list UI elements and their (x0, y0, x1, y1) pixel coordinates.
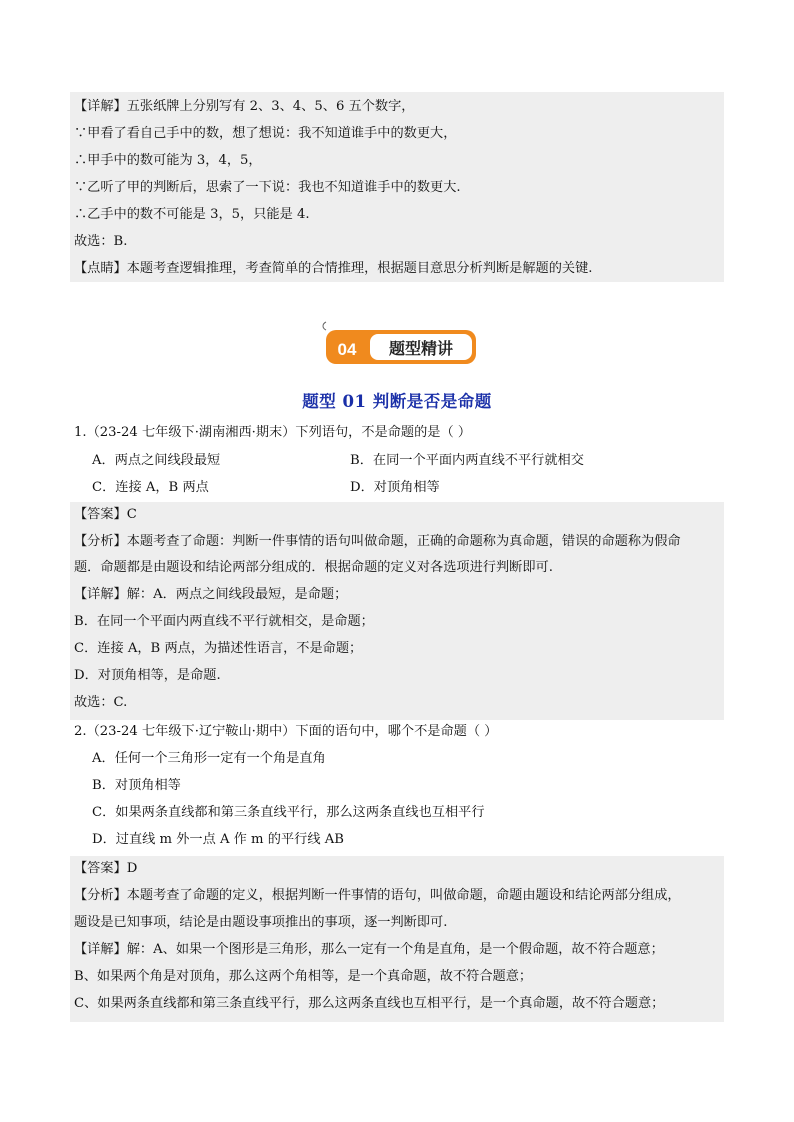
option-b: B．对顶角相等 (92, 778, 181, 793)
detail-line: ∵甲看了看自己手中的数，想了想说：我不知道谁手中的数更大， (74, 126, 457, 141)
detail-line: B．在同一个平面内两直线不平行就相交，是命题； (74, 614, 374, 629)
detail-line: 【详解】五张纸牌上分别写有 2、3、4、5、6 五个数字， (74, 99, 415, 114)
detail-line: ∵乙听了甲的判断后，思索了一下说：我也不知道谁手中的数更大. (74, 180, 461, 195)
question-stem: 2.（23-24 七年级下·辽宁鞍山·期中）下面的语句中，哪个不是命题（ ） (74, 724, 498, 739)
detail-line: B、如果两个角是对顶角，那么这两个角相等，是一个真命题，故不符合题意； (74, 969, 533, 984)
analysis-line: 题．命题都是由题设和结论两部分组成的．根据命题的定义对各选项进行判断即可. (74, 560, 553, 575)
analysis-line: 题设是已知事项，结论是由题设事项推出的事项，逐一判断即可. (74, 915, 448, 930)
detail-line: 故选：B. (74, 234, 128, 249)
detail-line: C、如果两条直线都和第三条直线平行，那么这两条直线也互相平行，是一个真命题，故不符合题意； (74, 996, 665, 1011)
choice-line: 故选：C. (74, 695, 128, 710)
answer-line: 【答案】C (74, 507, 137, 522)
analysis-line: 【分析】本题考查了命题：判断一件事情的语句叫做命题，正确的命题称为真命题，错误的命题称为假命 (74, 534, 681, 549)
section-badge-icon (320, 318, 480, 368)
option-d: D．对顶角相等 (350, 480, 440, 495)
option-a: A．两点之间线段最短 (92, 453, 221, 468)
question-stem: 1.（23-24 七年级下·湖南湘西·期末）下列语句，不是命题的是（ ） (74, 425, 472, 440)
analysis-line: 【分析】本题考查了命题的定义，根据判断一件事情的语句，叫做命题，命题由题设和结论两部分组成， (74, 888, 681, 903)
detail-line: ∴乙手中的数不可能是 3，5，只能是 4. (74, 207, 310, 222)
option-a: A．任何一个三角形一定有一个角是直角 (92, 751, 326, 766)
answer-line: 【答案】D (74, 861, 138, 876)
section-title: 题型 01 判断是否是命题 (302, 392, 492, 411)
badge-number: 04 (337, 340, 357, 359)
detail-line: ∴甲手中的数可能为 3，4，5， (74, 153, 262, 168)
detail-line: D．对顶角相等，是命题. (74, 668, 221, 683)
option-d: D．过直线 m 外一点 A 作 m 的平行线 AB (92, 832, 344, 847)
detail-line: C．连接 A，B 两点，为描述性语言，不是命题； (74, 641, 363, 656)
comment-line: 【点睛】本题考查逻辑推理，考查简单的合情推理，根据题目意思分析判断是解题的关键. (74, 261, 593, 276)
detail-line: 【详解】解：A．两点之间线段最短，是命题； (74, 587, 348, 602)
option-c: C．如果两条直线都和第三条直线平行，那么这两条直线也互相平行 (92, 805, 485, 820)
detail-line: 【详解】解：A、如果一个图形是三角形，那么一定有一个角是直角，是一个假命题，故不符合题意； (74, 942, 664, 957)
badge-label: 题型精讲 (388, 339, 454, 358)
option-c: C．连接 A，B 两点 (92, 480, 209, 495)
option-b: B．在同一个平面内两直线不平行就相交 (350, 453, 584, 468)
